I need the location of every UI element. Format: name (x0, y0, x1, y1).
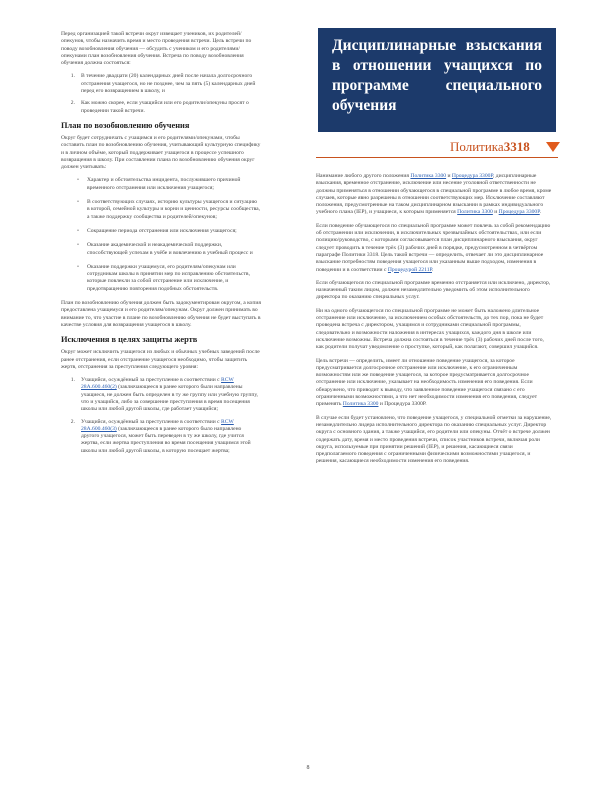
procedure-2211p-link[interactable]: Процедурой 2211P (387, 266, 432, 273)
list-item (61, 377, 261, 413)
policy-3300-link[interactable]: Политика 3300 (342, 401, 379, 408)
list-item (61, 73, 261, 95)
section-heading-reinstatement: План по возобновлению обучения (61, 120, 190, 130)
list-text: Характер и обстоятельства инцидента, послужившего причиной временного отстранения или исключения учащегося; (87, 177, 241, 191)
list-text: Сокращение периода отстранения или исключения учащегося; (87, 227, 237, 234)
procedure-3300p-link[interactable]: Процедура 3300P (451, 173, 493, 179)
text-segment: и Процедура 3300P. (379, 401, 427, 408)
text-segment: и (447, 173, 451, 179)
list-text: В соответствующих случаях, историю культуры учащегося и ситуацию в которой, семейной культуры и корни и ценности, ресурсы сообщества, а также поддержку сообщества и родителей/опекунов; (87, 199, 261, 220)
list-item (61, 100, 261, 115)
list-text: Оказание академической и неакадемической поддержки, способствующей успехам в учёбе и вовлечению в учебный процесс и (87, 242, 253, 256)
list-item (61, 264, 261, 293)
policy-3300-link[interactable]: Политика 3300 (410, 173, 447, 179)
page-number: 8 (306, 765, 310, 771)
list-number: 1. (70, 73, 75, 80)
policy-number: 3318 (503, 139, 530, 154)
bullet-icon: ▫ (77, 242, 79, 249)
procedure-3300p-link[interactable]: Процедура 3300P (498, 209, 540, 216)
text-segment: , дисциплинарные взыскания, временное отстранение, исключение или несение уголовной ответственности не должны применяться в отношении обучающегося в специальной программе в любое время, кроме случаев, которые явно разрешены в отношении соответствующих мер. Исключение составляют положения, предусмотренные на таком дисциплинарном взыскании в рамках индивидуального учебного плана (IEP), и учащиеся, к которым применяется (316, 173, 552, 216)
list-number: 1. (70, 377, 75, 384)
bullet-icon: ▫ (77, 199, 79, 206)
list-number: 2. (70, 418, 75, 425)
list-item (61, 228, 261, 235)
text-segment: Если поведение обучающегося по специальной программе может повлечь за собой рекомендацию об отстранении или исключении, в исключительных чрезвычайных обстоятельствах, или если полицию/руководство, с которыми согласовывается план дисциплинарного взыскания, округ следует проводить в течение трёх (3) рабочих дней в порядке, предусмотренном в четвёртом параграфе Политики 3318. Цель такой встречи — определить, отвечает ли это дисциплинарное взыскание потребностям поведения учащегося или указанным выше подходом, изменения в поведении и в соответствии с (316, 222, 551, 273)
bullet-icon: ▫ (77, 227, 79, 234)
list-text-post: (заключающееся в ранее которого были направлены учащиеся, не должен быть определен в ту же группу или учебную группу, что и учащийся, либо за совершение преступления в время посещения школы или любой другой школы, где работает учащийся; (81, 384, 258, 413)
right-paragraph-5 (316, 358, 552, 409)
list-text (81, 377, 261, 413)
safety-list (61, 377, 261, 455)
list-text: В течение двадцати (20) календарных дней после начала долгосрочного отстранения учащегося, но не позднее, чем за пять (5) календарных дней перед его возвращением в школу, и (81, 73, 256, 95)
safety-intro: Округ может исключить учащегося из любых и обычных учебных заведений после ранее отстранения, если отстранение учащегося необходимо, чтобы защитить жертв, отстранения за преступления следующего уровня: (61, 349, 260, 370)
right-paragraph-2: Если поведение обучающегося по специальной программе может повлечь за собой рекомендацию об отстранении или исключении, в исключительных чрезвычайных обстоятельствах, или если полицию/руководство, с которыми согласовывается план дисциплинарного взыскания, округ следует проводить в течение трёх (3) рабочих дней в порядке, предусмотренном в четвёртом параграфе Политики 3318. Цель такой встречи — определить, отвечает ли это дисциплинарное взыскание потребностям поведения учащегося или указанным выше подходом, изменения в поведении и в соответствии с Процедурой 2211P. (316, 222, 551, 273)
bullet-icon: ▫ (77, 177, 79, 184)
right-paragraph-1: Нанимание любого другого положения Политика 3300 и Процедура 3300P, дисциплинарные взыскания, временное отстранение, исключение или несение уголовной ответственности не должны применяться в отношении обучающегося в специальной программе в любое время, кроме случаев, которые явно разрешены в отношении соответствующих мер. Исключение составляют положения, предусмотренные на таком дисциплинарном взыскании в рамках индивидуального учебного плана (IEP), и учащиеся, к которым применяется Политика 3300 и Процедура 3300P. (316, 173, 552, 216)
list-text: Как можно скорее, если учащийся или его родители/опекуны просят о проведении такой встречи. (81, 100, 249, 114)
list-item (61, 199, 261, 221)
document-title-banner (318, 28, 556, 132)
policy-tag (450, 139, 560, 155)
policy-3300-link[interactable]: Политика 3300 (457, 209, 493, 216)
reinstatement-bullets (61, 177, 261, 293)
plan-document-paragraph: План по возобновлению обучения должен быть задокументирован округом, а копия предоставлена учащемуся и его родителям/опекунам. Округ должен принимать во внимание то, что участие в плане по возобновлению обучения не будет выступать в качестве условия для возвращения учащегося в школу. (61, 300, 261, 328)
rcw-link[interactable]: RCW 28A.600.460(3) (81, 418, 234, 432)
list-text: Оказание поддержки учащемуся, его родителям/опекунам или сотрудникам школы в принятии мер по исправлению обстоятельств, которые повлекли за собой отстранение или исключение, и предотвращению повторения подобных обстоятельств. (87, 263, 250, 292)
text-segment: и (494, 209, 498, 216)
document-title: Дисциплинарные взыскания в отношении учащихся по программе специального обучения (332, 37, 542, 114)
list-item (61, 242, 261, 257)
left-column (61, 31, 261, 461)
reinstatement-intro: Округ будет сотрудничать с учащимся и его родителями/опекунами, чтобы составить план по возобновлению обучения, учитывающий культурную специфику и в личном объёме, который поддерживает учащегося в процессе успешного возвращения в школу. При составлении плана по возобновлению обучения округ должен учитывать: (61, 134, 261, 171)
intro-paragraph: Перед организацией такой встречи округ извещает учеников, их родителей/опекунов, чтобы назначить время и место проведения встречи. Цель встречи по поводу возобновления обучения — обсудить с учеником и его родителями/опекунами план возобновления обучения. Встреча по поводу возобновления обучения должна состояться: (61, 31, 252, 67)
list-text-pre: Учащийся, осуждённый за преступление в соответствии с (81, 418, 220, 425)
header-divider (316, 157, 558, 158)
policy-word: Политика (450, 139, 504, 154)
list-text-post: (заключающееся в ранее которого было направлено другого учащегося, может быть переведен в ту же школу, где учится жертва, если жертва преступления во время посещения учащимся этой школы или любой другой школы, в которую посещает жертва; (81, 425, 251, 454)
list-item (61, 419, 261, 455)
intro-list (61, 73, 261, 114)
list-item (61, 177, 261, 192)
list-number: 2. (70, 100, 75, 107)
right-column (316, 173, 552, 472)
section-heading-safety: Исключения в целях защиты жертв (61, 335, 198, 345)
list-text (81, 419, 261, 455)
bullet-icon: ▫ (77, 263, 79, 270)
triangle-down-icon (546, 142, 560, 152)
text-segment: Цель встречи — определить, имеет ли отношение поведение учащегося, за которое предусматривается долгосрочное отстранение или исключение, к его ограниченным возможностям или же поведение учащегося, за которое предусматривается долгосрочное отстранение или исключение, указывает на необходимость изменения его поведения. Если обнаружено, что приводит к выводу, что заявленное поведение учащегося связано с его ограниченными возможностями, а что нет необходимости изменения его поведения, следует применять (316, 357, 538, 408)
rcw-link[interactable]: RCW 28A.600.460(2) (81, 377, 234, 391)
right-paragraph-4: Ни на одного обучающегося по специальной программе не может быть наложено длительное отстранение или исключение, за исключением особых обстоятельств, до тех пор, пока не будет проведена встреча с директором, учащимся и сотрудниками специальной программы, следовательно и возможности наложения в интересах учащихся, каждого дня в школе или исключение возможны. Встреча должна состояться в течение трёх (3) рабочих дней после того, как родители получат уведомление о проступке, который, как полагают, совершил учащийся. (316, 307, 544, 351)
policy-label (450, 139, 530, 155)
list-text-pre: Учащийся, осуждённый за преступление в соответствии с (81, 377, 220, 384)
right-paragraph-6: В случае если будет установлено, что поведение учащегося, у специальной отметки за нарушение, незамедлительно лидера исполнительного директора по оказанию специальных услуг. Директор округа с основного здания, а также учащийся, его родители или опекуны. Отчёт о встрече должен содержать дату, время и место проведения встречи, список участников встречи, включая роли округа, используемые при принятии решений (IEP), и решения, касающиеся связи предполагаемого поведения с ограниченными физическими возможностями учащегося, и решения, касающиеся необходимости изменения его поведения. (316, 414, 552, 465)
right-paragraph-3: Если обучающегося по специальной программе временно отстраняется или исключено, директор, назначенный таким лицом, должен незамедлительно уведомить об этом исполнительного директора по оказанию специальных услуг. (316, 279, 551, 301)
text-segment: Нанимание любого другого положения (316, 173, 409, 179)
